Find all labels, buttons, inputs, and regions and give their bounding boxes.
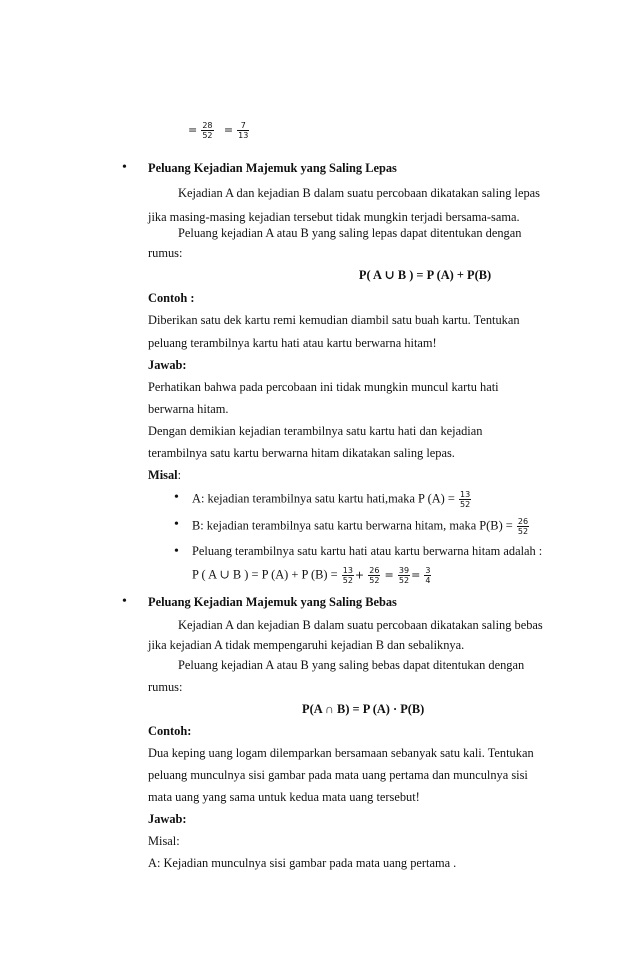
calculation-line: P ( A ∪ B ) = P (A) + P (B) = $\frac{13}{52}$ + $\frac{26}{52}$ = $\frac{39}{52}$ = $\frac{3}{4}$: [192, 566, 431, 585]
fraction: $\frac{7}{13}$: [238, 121, 249, 140]
misal-line: Misal:: [148, 468, 182, 482]
paragraph-line: Misal:: [148, 834, 180, 848]
paragraph-line: jika masing-masing kejadian tersebut tidak mungkin terjadi bersama-sama.: [148, 210, 520, 224]
section-heading: Peluang Kejadian Majemuk yang Saling Bebas: [148, 595, 397, 609]
top-fraction-line: = $\frac{28}{52}$ = $\frac{7}{13}$: [188, 121, 249, 140]
paragraph-line: Diberikan satu dek kartu remi kemudian diambil satu buah kartu. Tentukan: [148, 313, 520, 327]
section-heading: Peluang Kejadian Majemuk yang Saling Lepas: [148, 161, 397, 175]
paragraph-line: Dengan demikian kejadian terambilnya satu kartu hati dan kejadian: [148, 424, 483, 438]
paragraph-line: rumus:: [148, 246, 183, 260]
paragraph-line: Kejadian A dan kejadian B dalam suatu percobaan dikatakan saling bebas: [178, 618, 543, 632]
paragraph-line: terambilnya satu kartu berwarna hitam dikatakan saling lepas.: [148, 446, 455, 460]
bullet-icon: •: [174, 517, 179, 532]
list-item: A: kejadian terambilnya satu kartu hati,maka P (A) = $\frac{13}{52}$: [192, 490, 471, 509]
answer-label: Jawab:: [148, 812, 187, 826]
paragraph-line: Perhatikan bahwa pada percobaan ini tidak mungkin muncul kartu hati: [148, 380, 499, 394]
example-label: Contoh:: [148, 724, 192, 738]
paragraph-line: berwarna hitam.: [148, 402, 229, 416]
paragraph-line: peluang munculnya sisi gambar pada mata uang pertama dan munculnya sisi: [148, 768, 528, 782]
paragraph-line: A: Kejadian munculnya sisi gambar pada mata uang pertama .: [148, 856, 457, 870]
paragraph-line: Peluang kejadian A atau B yang saling bebas dapat ditentukan dengan: [178, 658, 525, 672]
paragraph-line: peluang terambilnya kartu hati atau kartu berwarna hitam!: [148, 336, 437, 350]
paragraph-line: Dua keping uang logam dilemparkan bersamaan sebanyak satu kali. Tentukan: [148, 746, 534, 760]
paragraph-line: mata uang yang sama untuk kedua mata uang tersebut!: [148, 790, 420, 804]
formula: P(A ∩ B) = P (A) · P(B): [302, 702, 425, 716]
paragraph-line: Kejadian A dan kejadian B dalam suatu percobaan dikatakan saling lepas: [178, 186, 540, 200]
list-item: Peluang terambilnya satu kartu hati atau kartu berwarna hitam adalah :: [192, 544, 543, 558]
paragraph-line: Peluang kejadian A atau B yang saling lepas dapat ditentukan dengan: [178, 226, 522, 240]
answer-label: Jawab:: [148, 358, 187, 372]
bullet-icon: •: [122, 160, 127, 175]
bullet-icon: •: [174, 544, 179, 559]
bullet-icon: •: [174, 490, 179, 505]
fraction: $\frac{28}{52}$: [202, 121, 213, 140]
paragraph-line: rumus:: [148, 680, 183, 694]
bullet-icon: •: [122, 594, 127, 609]
list-item: B: kejadian terambilnya satu kartu berwarna hitam, maka P(B) = $\frac{26}{52}$: [192, 517, 529, 536]
example-label: Contoh :: [148, 291, 195, 305]
paragraph-line: jika kejadian A tidak mempengaruhi kejadian B dan sebaliknya.: [148, 638, 465, 652]
formula: P( A ∪ B ) = P (A) + P(B): [358, 268, 492, 282]
